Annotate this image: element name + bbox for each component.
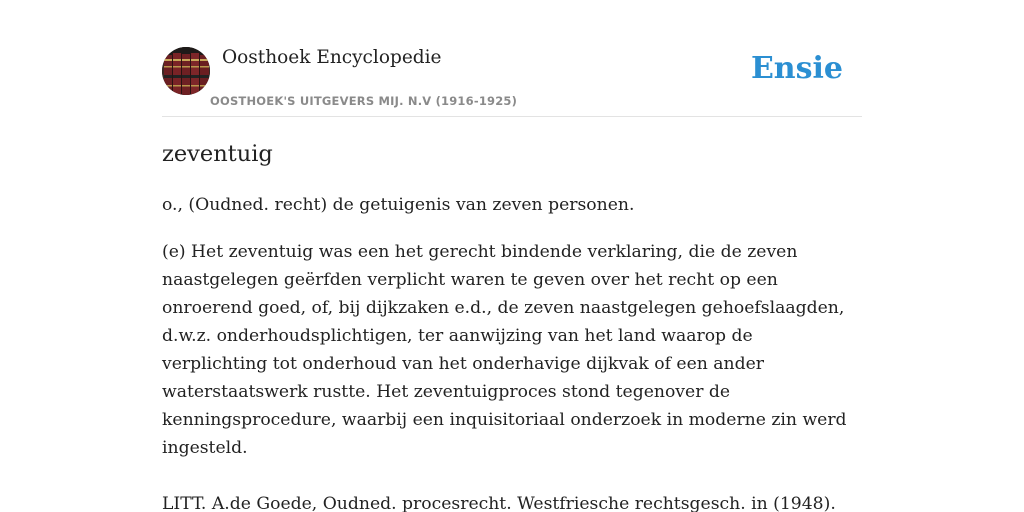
definition-paragraph: o., (Oudned. recht) de getuigenis van zeven personen. — [162, 195, 635, 215]
explanation-paragraph: (e) Het zeventuig was een het gerecht bindende verklaring, die de zeven naastgelegen geërfden verplicht waren te geven over het recht op een onroerend goed, of, bij dijkzaken e.d., de zeven naastgelegen gehoefslaagden, d.w.z. onderhoudsplichtigen, ter aanwijzing van het land waarop de verplichting tot onderhoud van het onderhavige dijkvak of een ander waterstaatswerk rustte. Het zeventuigproces stond tegenover de kenningsprocedure, waarbij een inquisitoriaal onderzoek in moderne zin werd ingesteld. — [162, 242, 847, 458]
encyclopedia-books-icon[interactable] — [162, 47, 210, 95]
publisher-label: OOSTHOEK'S UITGEVERS MIJ. N.V (1916-1925) — [210, 94, 518, 108]
ensie-logo-link[interactable]: Ensie — [750, 51, 843, 86]
publication-title[interactable]: Oosthoek Encyclopedie — [222, 47, 442, 68]
literature-paragraph: LITT. A.de Goede, Oudned. procesrecht. Westfriesche rechtsgesch. in (1948). — [162, 494, 836, 512]
article — [162, 138, 862, 512]
page-title: zeventuig — [162, 141, 273, 167]
publication-header — [162, 44, 862, 117]
